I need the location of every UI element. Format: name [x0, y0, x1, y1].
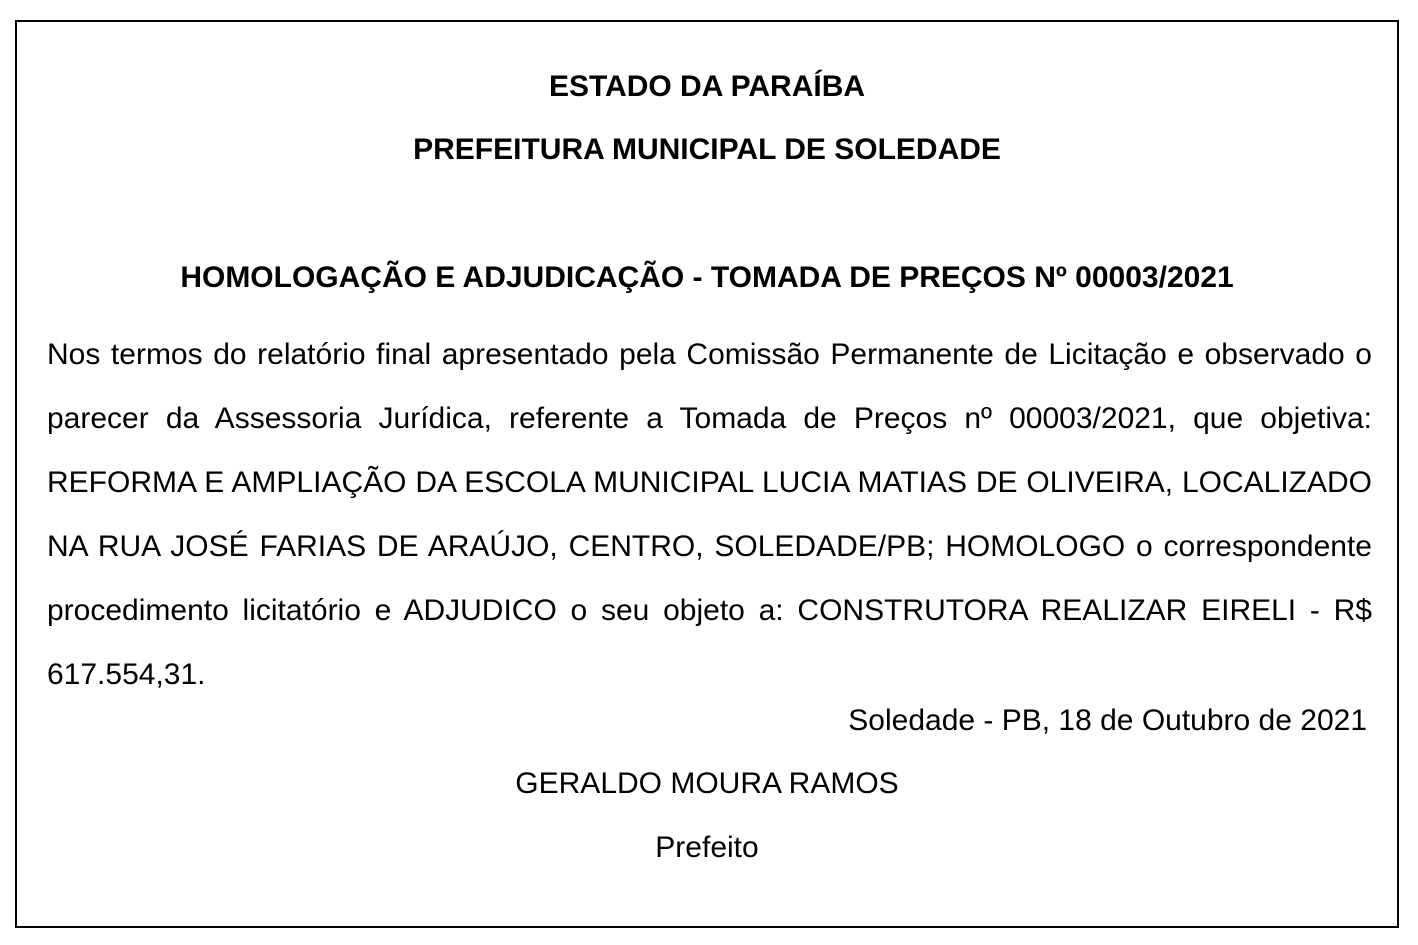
signer-name: GERALDO MOURA RAMOS	[515, 767, 899, 800]
municipality-heading: PREFEITURA MUNICIPAL DE SOLEDADE	[413, 133, 1001, 166]
place-date: Soledade - PB, 18 de Outubro de 2021	[848, 704, 1367, 737]
state-heading: ESTADO DA PARAÍBA	[548, 70, 866, 103]
document-frame	[15, 20, 1399, 928]
signer-role: Prefeito	[655, 831, 759, 864]
notice-title: HOMOLOGAÇÃO E ADJUDICAÇÃO - TOMADA DE PREÇOS Nº 00003/2021	[180, 261, 1234, 294]
notice-body: Nos termos do relatório final apresentado pela Comissão Permanente de Licitação e observado o parecer da Assessoria Jurídica, referente a Tomada de Preços nº 00003/2021, que objetiva: REFORMA E AMPLIAÇÃO DA ESCOLA MUNICIPAL LUCIA MATIAS DE OLIVEIRA, LOCALIZADO NA RUA JOSÉ FARIAS DE ARAÚJO, CENTRO, SOLEDADE/PB; HOMOLOGO o correspondente procedimento licitatório e ADJUDICO o seu objeto a: CONSTRUTORA REALIZAR EIRELI - R$ 617.554,31.	[47, 338, 1372, 691]
